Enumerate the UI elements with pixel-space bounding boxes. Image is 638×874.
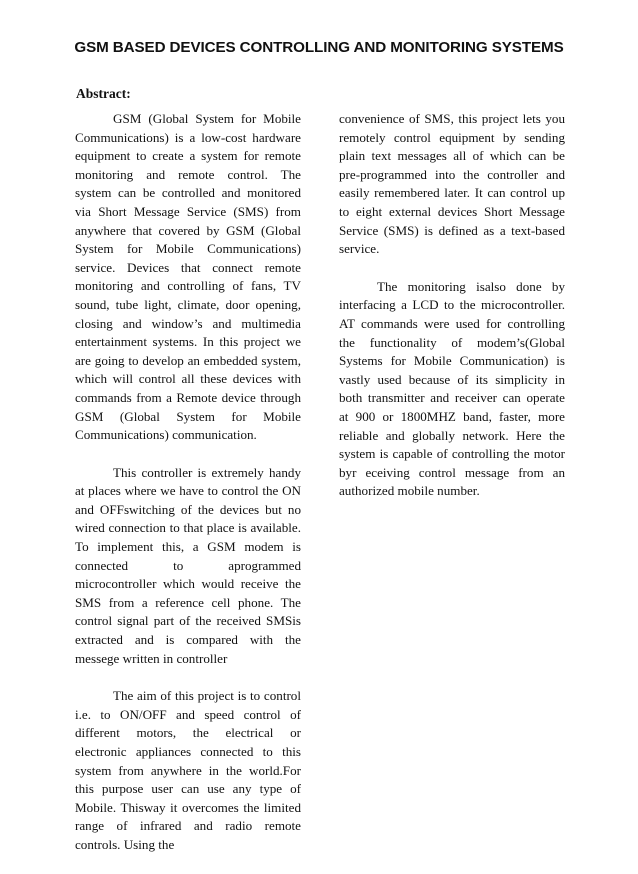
right-paragraph-2: The monitoring isalso done by interfacing a LCD to the microcontroller. AT commands were used for controlling the functionality of modem’s(Global Systems for Mobile Communication) is vastly used because of its simplicity in both transmitter and receiver can operate at 900 or 1800MHZ band, faster, more reliable and globally network. Here the system is capable of controlling the motor byr eceiving control message from an authorized mobile number. (339, 278, 565, 499)
left-paragraph-2: This controller is extremely handy at places where we have to control the ON and OFFswitching of the devices but no wired connection to that place is available. To implement this, a GSM modem is connected to aprogrammed microcontroller which would receive the SMS from a reference cell phone. The control signal part of the received SMSis extracted and is compared with the messege written in controller (75, 464, 301, 666)
right-column (339, 110, 565, 520)
left-column (75, 110, 301, 874)
right-paragraph-1: convenience of SMS, this project lets you remotely control equipment by sending plain text messages all of which can be pre-programmed into the controller and easily remembered later. It can control up to eight external devices Short Message Service (SMS) is defined as a text-based service. (339, 111, 565, 257)
paper-title: GSM BASED DEVICES CONTROLLING AND MONITORING SYSTEMS (74, 39, 564, 56)
left-paragraph-3: The aim of this project is to control i.e. to ON/OFF and speed control of different motors, the electrical or electronic appliances connected to this system from anywhere in the world.For this purpose user can use any type of Mobile. Thisway it overcomes the limited range of infrared and radio remote controls. Using the (75, 688, 301, 852)
abstract-heading: Abstract: (76, 86, 131, 101)
left-paragraph-1: GSM (Global System for Mobile Communications) is a low-cost hardware equipment to create a system for remote monitoring and remote control. The system can be controlled and monitored via Short Message Service (SMS) from anywhere that covered by GSM (Global System for Mobile Communications) service. Devices that connect remote monitoring and controlling of fans, TV sound, tube light, climate, door opening, closing and window’s and multimedia entertainment systems. In this project we are going to develop an embedded system, which will control all these devices with commands from a Remote device through GSM (Global System for Mobile Communications) communication. (75, 111, 301, 443)
